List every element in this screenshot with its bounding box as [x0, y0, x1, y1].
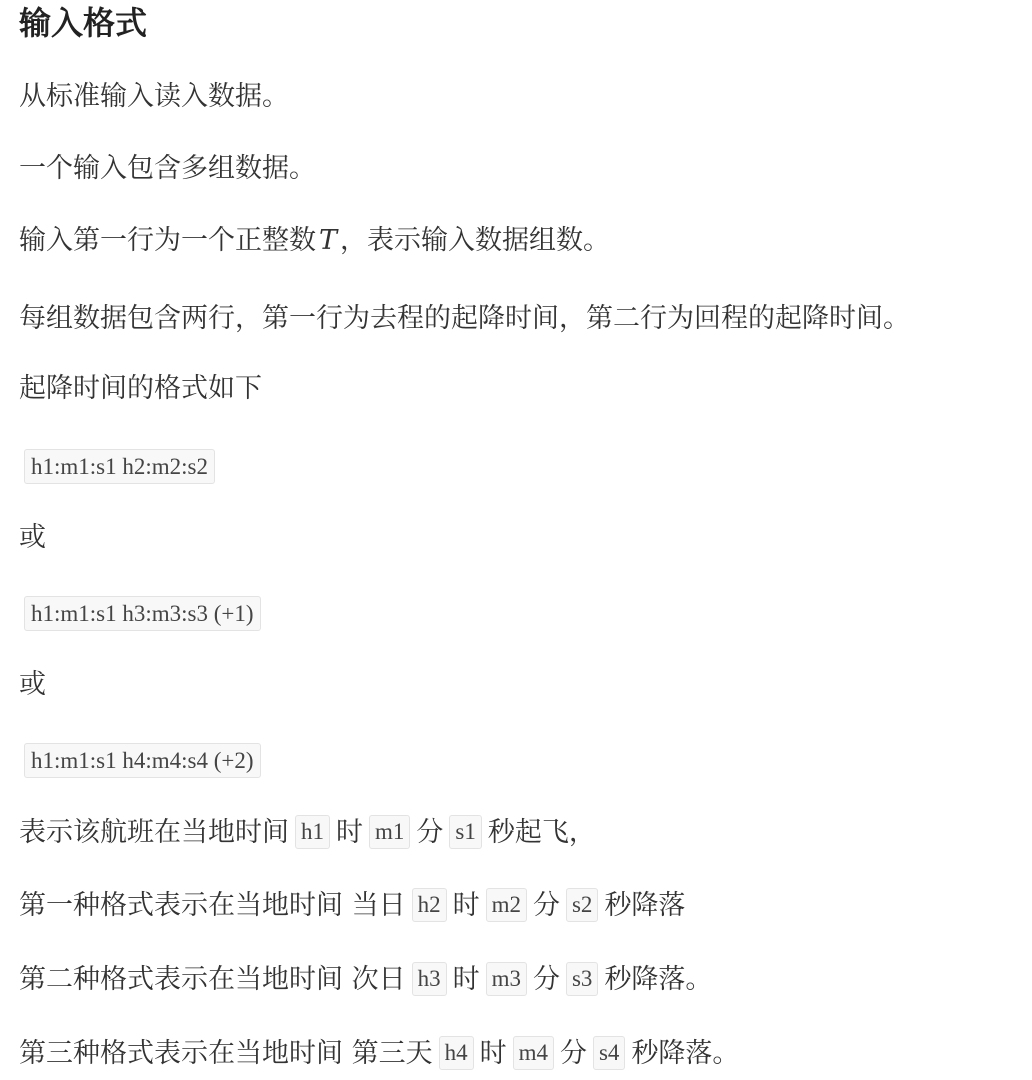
- text-segment: 分: [532, 890, 560, 921]
- text-segment: 表示该航班在当地时间: [19, 817, 289, 848]
- inline-code: m2: [486, 888, 527, 922]
- paragraph-read-stdin: 从标准输入读入数据。: [19, 81, 289, 112]
- text-segment: 秒降落: [604, 890, 686, 921]
- paragraph-or: 或: [19, 669, 46, 700]
- code-format-next-day: h1:m1:s1 h3:m3:s3 (+1): [24, 596, 261, 631]
- text-segment: 输入第一行为一个正整数: [19, 225, 316, 256]
- inline-code: m3: [486, 962, 527, 996]
- text-segment: 时: [479, 1038, 507, 1069]
- text-segment: 时: [452, 890, 480, 921]
- section-heading: 输入格式: [19, 4, 148, 42]
- text-segment: 分: [532, 964, 560, 995]
- inline-code: h3: [412, 962, 447, 996]
- text-segment: 分: [559, 1038, 587, 1069]
- inline-code: h4: [439, 1036, 474, 1070]
- paragraph-format-three: [19, 1035, 739, 1073]
- text-segment: 分: [416, 817, 444, 848]
- inline-code: m4: [513, 1036, 554, 1070]
- paragraph-departure: [19, 814, 596, 852]
- inline-code: h1: [295, 815, 330, 849]
- inline-code: s4: [593, 1036, 625, 1070]
- code-format-same-day: h1:m1:s1 h2:m2:s2: [24, 449, 215, 484]
- text-segment: 秒降落。: [631, 1038, 740, 1069]
- text-segment: 第二种格式表示在当地时间 次日: [19, 964, 406, 995]
- text-segment: 第三种格式表示在当地时间 第三天: [19, 1038, 433, 1069]
- text-segment: ，表示输入数据组数。: [340, 225, 611, 256]
- inline-code: h2: [412, 888, 447, 922]
- paragraph-format-two: [19, 961, 712, 999]
- paragraph-format-intro: 起降时间的格式如下: [19, 373, 262, 404]
- paragraph-first-line: [19, 222, 610, 260]
- text-segment: 时: [452, 964, 480, 995]
- inline-code: s2: [566, 888, 598, 922]
- text-segment: 秒起飞，: [487, 817, 596, 848]
- inline-code: m1: [369, 815, 410, 849]
- paragraph-format-one: [19, 887, 685, 925]
- code-format-third-day: h1:m1:s1 h4:m4:s4 (+2): [24, 743, 261, 778]
- text-segment: 时: [336, 817, 363, 848]
- math-variable-t: T: [319, 225, 338, 256]
- inline-code: s3: [566, 962, 598, 996]
- text-segment: 第一种格式表示在当地时间 当日: [19, 890, 406, 921]
- paragraph-multiple-groups: 一个输入包含多组数据。: [19, 153, 316, 184]
- paragraph-group-description: 每组数据包含两行，第一行为去程的起降时间，第二行为回程的起降时间。: [19, 303, 910, 334]
- paragraph-or: 或: [19, 522, 46, 553]
- inline-code: s1: [449, 815, 481, 849]
- text-segment: 秒降落。: [604, 964, 713, 995]
